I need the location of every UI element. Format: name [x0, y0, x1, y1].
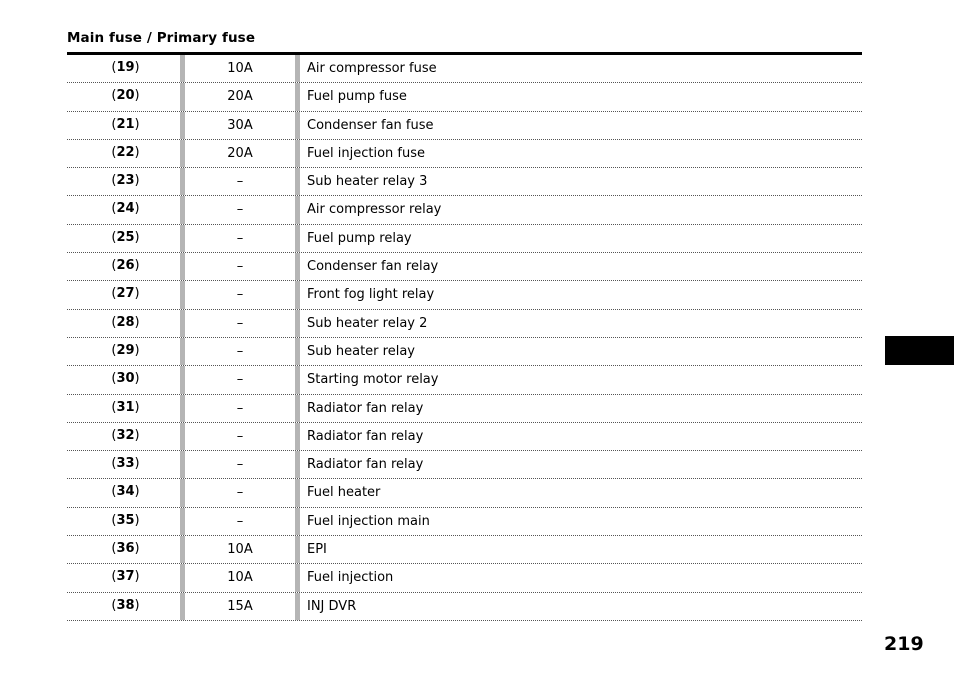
- fuse-number: (37): [111, 569, 140, 585]
- column-divider: [295, 112, 300, 139]
- table-row: [67, 564, 862, 592]
- fuse-description: Fuel injection fuse: [307, 145, 425, 161]
- table-row: [67, 55, 862, 83]
- table-row: [67, 508, 862, 536]
- table-row: [67, 225, 862, 253]
- fuse-number-value: 32: [116, 427, 135, 443]
- fuse-amperage: 15A: [227, 598, 253, 614]
- fuse-amperage: 10A: [227, 542, 253, 558]
- column-divider: [295, 536, 300, 563]
- column-divider: [295, 55, 300, 82]
- fuse-number: (26): [111, 258, 140, 274]
- fuse-number: (30): [111, 371, 140, 387]
- fuse-description: Radiator fan relay: [307, 428, 424, 444]
- column-divider: [295, 451, 300, 478]
- fuse-amperage: –: [236, 230, 244, 246]
- fuse-description: Starting motor relay: [307, 372, 439, 388]
- fuse-number: (19): [111, 60, 140, 75]
- fuse-amperage: –: [236, 343, 244, 359]
- table-row: [67, 140, 862, 168]
- fuse-amperage: 20A: [227, 145, 253, 161]
- fuse-number-value: 36: [116, 541, 135, 557]
- table-row: [67, 112, 862, 140]
- fuse-number-value: 35: [116, 512, 135, 528]
- page-number: 219: [884, 633, 924, 655]
- table-row: [67, 593, 862, 621]
- fuse-number-value: 27: [116, 286, 135, 302]
- fuse-amperage: –: [236, 202, 244, 218]
- table-row: [67, 281, 862, 309]
- column-divider: [295, 593, 300, 620]
- fuse-description: Front fog light relay: [307, 287, 435, 303]
- fuse-amperage: –: [236, 513, 244, 529]
- column-divider: [295, 310, 300, 337]
- fuse-description: Air compressor relay: [307, 202, 442, 218]
- fuse-number: (28): [111, 314, 140, 330]
- fuse-description: Fuel injection main: [307, 513, 430, 529]
- fuse-number-value: 20: [116, 88, 135, 104]
- fuse-amperage: –: [236, 400, 244, 416]
- column-divider: [295, 564, 300, 591]
- column-divider: [295, 338, 300, 365]
- table-row: [67, 253, 862, 281]
- fuse-amperage: –: [236, 485, 244, 501]
- column-divider: [295, 140, 300, 167]
- fuse-number-value: 29: [116, 342, 135, 358]
- table-row: [67, 395, 862, 423]
- fuse-amperage: 30A: [227, 117, 253, 133]
- page-title: Main fuse / Primary fuse: [67, 30, 256, 46]
- column-divider: [295, 395, 300, 422]
- fuse-number: (33): [111, 456, 140, 472]
- fuse-number-value: 23: [116, 173, 135, 189]
- fuse-number: (34): [111, 484, 140, 500]
- fuse-description: Fuel pump fuse: [307, 89, 407, 105]
- table-row: [67, 83, 862, 111]
- fuse-description: Radiator fan relay: [307, 400, 424, 416]
- column-divider: [295, 479, 300, 506]
- fuse-amperage: 20A: [227, 89, 253, 105]
- table-row: [67, 479, 862, 507]
- fuse-number: (24): [111, 201, 140, 217]
- column-divider: [295, 253, 300, 280]
- fuse-number: (35): [111, 512, 140, 528]
- fuse-number: (31): [111, 399, 140, 415]
- fuse-number-value: 33: [116, 456, 135, 472]
- fuse-description: Sub heater relay: [307, 343, 415, 359]
- fuse-description: Sub heater relay 3: [307, 174, 428, 190]
- fuse-description: Sub heater relay 2: [307, 315, 428, 331]
- fuse-amperage: 10A: [227, 570, 253, 586]
- fuse-number: (21): [111, 116, 140, 132]
- table-row: [67, 168, 862, 196]
- fuse-description: Air compressor fuse: [307, 61, 437, 76]
- fuse-number-value: 30: [116, 371, 135, 387]
- fuse-amperage: –: [236, 457, 244, 473]
- fuse-number: (25): [111, 229, 140, 245]
- fuse-number-value: 24: [116, 201, 135, 217]
- fuse-number-value: 38: [116, 597, 135, 613]
- fuse-number: (22): [111, 144, 140, 160]
- fuse-number-value: 28: [116, 314, 135, 330]
- fuse-amperage: –: [236, 372, 244, 388]
- fuse-number-value: 21: [116, 116, 135, 132]
- fuse-number-value: 26: [116, 258, 135, 274]
- fuse-number-value: 37: [116, 569, 135, 585]
- table-row: [67, 338, 862, 366]
- fuse-amperage: –: [236, 315, 244, 331]
- fuse-number-value: 19: [116, 60, 135, 75]
- table-row: [67, 310, 862, 338]
- fuse-number-value: 31: [116, 399, 135, 415]
- fuse-amperage: –: [236, 259, 244, 275]
- table-row: [67, 451, 862, 479]
- fuse-number: (27): [111, 286, 140, 302]
- table-row: [67, 423, 862, 451]
- fuse-number: (20): [111, 88, 140, 104]
- fuse-description: Condenser fan relay: [307, 259, 439, 275]
- fuse-number: (36): [111, 541, 140, 557]
- fuse-amperage: –: [236, 428, 244, 444]
- table-row: [67, 196, 862, 224]
- fuse-amperage: 10A: [227, 61, 253, 76]
- column-divider: [295, 83, 300, 110]
- section-tab-marker: [885, 336, 954, 365]
- column-divider: [295, 196, 300, 223]
- fuse-number: (38): [111, 597, 140, 613]
- fuse-amperage: –: [236, 287, 244, 303]
- column-divider: [295, 508, 300, 535]
- fuse-number-value: 25: [116, 229, 135, 245]
- fuse-description: Fuel injection: [307, 570, 394, 586]
- fuse-amperage: –: [236, 174, 244, 190]
- fuse-description: INJ DVR: [307, 598, 357, 614]
- table-row: [67, 536, 862, 564]
- fuse-number-value: 22: [116, 144, 135, 160]
- fuse-description: Fuel pump relay: [307, 230, 412, 246]
- fuse-table: [67, 55, 862, 621]
- column-divider: [295, 366, 300, 393]
- fuse-number: (23): [111, 173, 140, 189]
- fuse-description: Fuel heater: [307, 485, 381, 501]
- column-divider: [295, 281, 300, 308]
- fuse-number: (32): [111, 427, 140, 443]
- fuse-description: Condenser fan fuse: [307, 117, 434, 133]
- table-row: [67, 366, 862, 394]
- fuse-description: EPI: [307, 542, 327, 558]
- fuse-number: (29): [111, 342, 140, 358]
- column-divider: [295, 423, 300, 450]
- fuse-description: Radiator fan relay: [307, 457, 424, 473]
- column-divider: [295, 168, 300, 195]
- fuse-number-value: 34: [116, 484, 135, 500]
- column-divider: [295, 225, 300, 252]
